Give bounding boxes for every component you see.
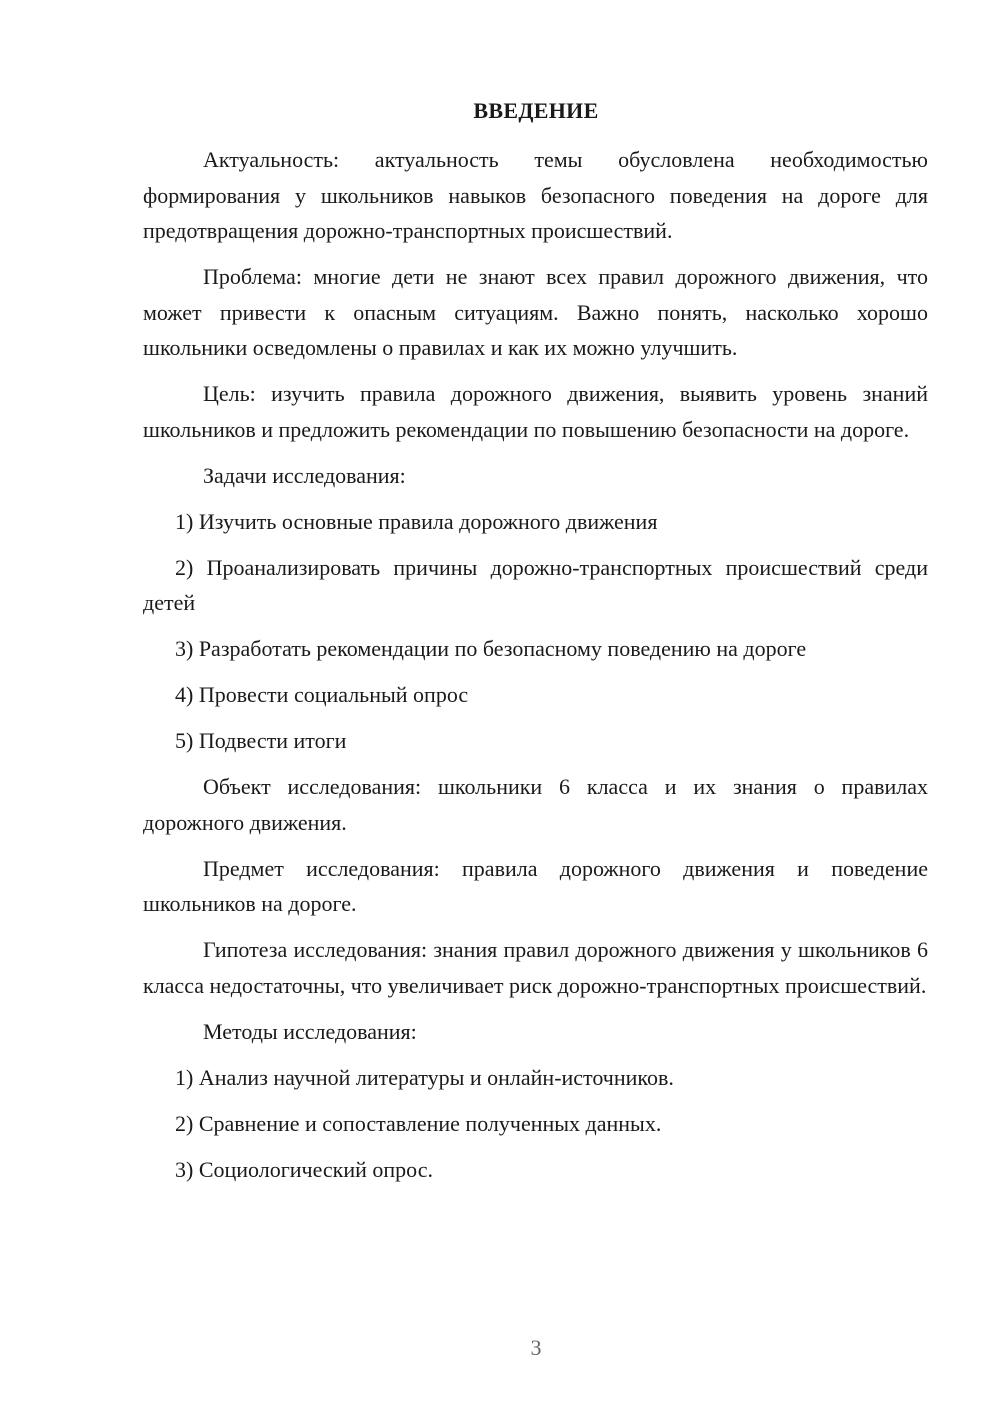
relevance-paragraph: Актуальность: актуальность темы обусловлена необходимостью формирования у школьников навыков безопасного поведения на дороге для предотвращения дорожно-транспортных происшествий. [143,147,928,243]
problem-paragraph: Проблема: многие дети не знают всех правил дорожного движения, что может привести к опасным ситуациям. Важно понять, насколько хорошо школьники осведомлены о правилах и как их можно улучшить. [143,264,928,360]
subject-paragraph: Предмет исследования: правила дорожного движения и поведение школьников на дороге. [143,855,928,916]
page-number: 3 [530,1335,542,1360]
document-body [143,142,928,1198]
object-paragraph: Объект исследования: школьники 6 класса и их знания о правилах дорожного движения. [143,774,928,835]
tasks-heading: Задачи исследования: [203,462,406,488]
method-item: 2) Сравнение и сопоставление полученных данных. [175,1110,662,1136]
goal-paragraph: Цель: изучить правила дорожного движения, выявить уровень знаний школьников и предложить рекомендации по повышению безопасности на дороге. [143,381,928,442]
hypothesis-paragraph: Гипотеза исследования: знания правил дорожного движения у школьников 6 класса недостаточны, что увеличивает риск дорожно-транспортных происшествий. [143,937,928,998]
method-item: 3) Социологический опрос. [175,1156,433,1182]
task-item: 2) Проанализировать причины дорожно-транспортных происшествий среди детей [143,554,928,615]
methods-heading: Методы исследования: [203,1018,417,1044]
task-item: 4) Провести социальный опрос [175,682,469,707]
task-item: 3) Разработать рекомендации по безопасному поведению на дороге [175,636,807,661]
task-item: 5) Подвести итоги [175,728,347,753]
page-title: ВВЕДЕНИЕ [473,98,599,123]
method-item: 1) Анализ научной литературы и онлайн-источников. [175,1064,674,1090]
task-item: 1) Изучить основные правила дорожного движения [175,508,658,534]
